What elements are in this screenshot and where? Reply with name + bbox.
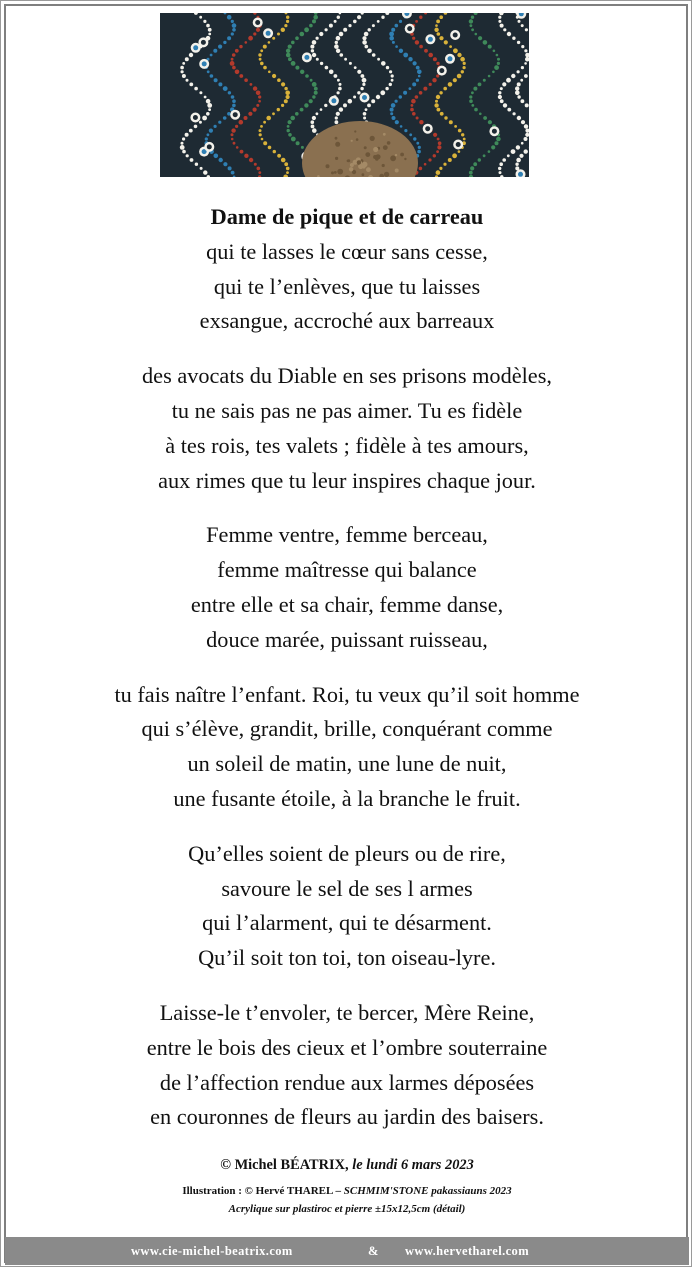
poem-title: Dame de pique et de carreau [210,204,484,229]
poem-line: une fusante étoile, à la branche le fruit. [173,785,521,811]
footer-bar [5,1237,689,1265]
illustration-credit [0,1185,694,1197]
poem-line: douce marée, puissant ruisseau, [206,626,488,652]
illustration-technique: Acrylique sur plastiroc et pierre ±15x12,5cm (détail) [228,1203,466,1215]
stanza-2 [0,359,694,498]
poem [0,200,694,1155]
illustration-artist: Illustration : © Hervé THAREL – [182,1185,341,1197]
poem-line: un soleil de matin, une lune de nuit, [187,751,507,777]
poem-date: le lundi 6 mars 2023 [352,1157,474,1173]
illustration-svg [160,13,529,177]
poem-line: de l’affection rendue aux larmes déposées [159,1069,535,1095]
stanza-6 [0,996,694,1135]
footer-separator: & [368,1244,379,1258]
stanza-3 [0,518,694,657]
stanza-4 [0,678,694,817]
poem-line: Laisse-le t’envoler, te bercer, Mère Reine, [159,999,535,1025]
author-name: © Michel BÉATRIX, [220,1157,349,1173]
poem-line: Qu’elles soient de pleurs ou de rire, [188,840,506,866]
poem-line: entre elle et sa chair, femme danse, [190,591,504,617]
poem-line: des avocats du Diable en ses prisons modèles, [142,363,552,389]
footer-link-herve-tharel[interactable]: www.hervetharel.com [405,1244,530,1258]
poem-line: qui l’alarment, qui te désarment. [202,910,492,936]
poem-line: entre le bois des cieux et l’ombre souterraine [146,1034,548,1060]
poem-line: Qu’il soit ton toi, ton oiseau-lyre. [198,945,496,971]
mosaic-painting-icon [160,13,529,177]
poem-line: Femme ventre, femme berceau, [206,522,488,548]
poem-line: à tes rois, tes valets ; fidèle à tes amours, [165,432,529,458]
poem-line: exsangue, accroché aux barreaux [199,308,495,334]
stanza-5 [0,837,694,976]
poem-line: en couronnes de fleurs au jardin des baisers. [150,1104,544,1130]
poem-line: qui te lasses le cœur sans cesse, [206,238,488,264]
footer-link-michel-beatrix[interactable]: www.cie-michel-beatrix.com [131,1244,293,1258]
illustration-title: SCHMIM'STONE pakassiauns 2023 [343,1185,512,1197]
poem-line: savoure le sel de ses l armes [221,875,473,901]
poem-line: tu fais naître l’enfant. Roi, tu veux qu’il soit homme [114,681,580,707]
poem-line: qui te l’enlèves, que tu laisses [213,273,481,299]
stanza-1 [0,235,694,339]
poem-line: femme maîtresse qui balance [217,557,477,583]
author-credit [0,1157,694,1174]
poem-line: tu ne sais pas ne pas aimer. Tu es fidèle [171,397,523,423]
poem-line: aux rimes que tu leur inspires chaque jour. [158,467,536,493]
poem-line: qui s’élève, grandit, brille, conquérant comme [141,716,553,742]
